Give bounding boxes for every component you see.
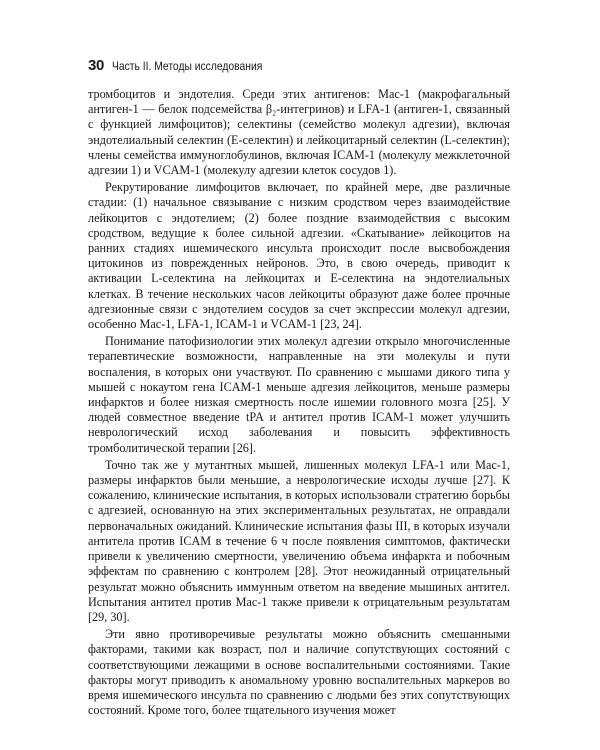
page-header — [88, 57, 528, 75]
paragraph-pathophysiology: Понимание патофизиологии этих молекул адгезии открыло многочисленные терапевтические возможности, направленные на эти молекулы и пути воспаления, в которых они участвуют. По сравнению с мышами дикого типа у мышей с нокаутом гена ICAM-1 меньше адгезия лейкоцитов, меньше размеры инфарктов и более низкая смертность после ишемии головного мозга [25]. У людей совместное введение tPA и антител против ICAM-1 может улучшить неврологический исход заболевания и повысить эффективность тромболитической терапии [26]. — [88, 334, 510, 455]
running-head: Часть II. Методы исследования — [112, 59, 263, 73]
paragraph-contradictory-results: Эти явно противоречивые результаты можно объяснить смешанными факторами, такими как возраст, пол и наличие сопутствующих состояний с соответствующими лежащими в основе воспалительными состояниями. Такие факторы могут приводить к аномальному уровню воспалительных маркеров во время ишемического инсульта по сравнению с людьми без этих сопутствующих состояний. Кроме того, более тщательного изучения может — [88, 627, 510, 718]
paragraph-continuation: тромбоцитов и эндотелия. Среди этих антигенов: Mac-1 (макрофагальный антиген-1 — белок подсемейства β₂-интегринов) и LFA-1 (антиген-1, связанный с функцией лимфоцитов); селектины (семейство молекул адгезии), включая эндотелиальный селектин (E-селектин) и лейкоцитарный селектин (L-селектин); члены семейства иммуноглобулинов, включая ICAM-1 (молекулу межклеточной адгезии 1) и VCAM-1 (молекулу адгезии клеток сосудов 1). — [88, 87, 510, 178]
body-text — [88, 87, 510, 718]
page-number: 30 — [88, 57, 105, 74]
paragraph-mutant-mice: Точно так же у мутантных мышей, лишенных молекул LFA-1 или Mac-1, размеры инфарктов были меньшие, а неврологические исходы лучше [27]. К сожалению, клинические испытания, в которых использовали стратегию борьбы с адгезией, основанную на этих экспериментальных результатах, не оправдали первоначальных ожиданий. Клинические испытания фазы III, в которых изучали антитела против ICAM в течение 6 ч после появления симптомов, фактически привели к увеличению смертности, увеличению объема инфаркта и побочным эффектам по сравнению с контролем [28]. Этот неожиданный отрицательный результат можно объяснить иммунным ответом на введение мышиных антител. Испытания антител против Mac-1 также привели к отрицательным результатам [29, 30]. — [88, 457, 510, 624]
paragraph-recruitment: Рекрутирование лимфоцитов включает, по крайней мере, две различные стадии: (1) начальное связывание с низким сродством через взаимодействие лейкоцитов с эндотелием; (2) более поздние взаимодействия с высоким сродством, ведущие к более сильной адгезии. «Скатывание» лейкоцитов на ранних стадиях ишемического инсульта происходит после высвобождения цитокинов из поврежденных нейронов. Это, в свою очередь, приводит к активации L-селектина на лейкоцитах и E-селектина на эндотелиальных клетках. В течение нескольких часов лейкоциты образуют даже более прочные адгезионные связи с эндотелием сосудов за счет экспрессии молекул адгезии, особенно Mac-1, LFA-1, ICAM-1 и VCAM-1 [23, 24]. — [88, 180, 510, 332]
